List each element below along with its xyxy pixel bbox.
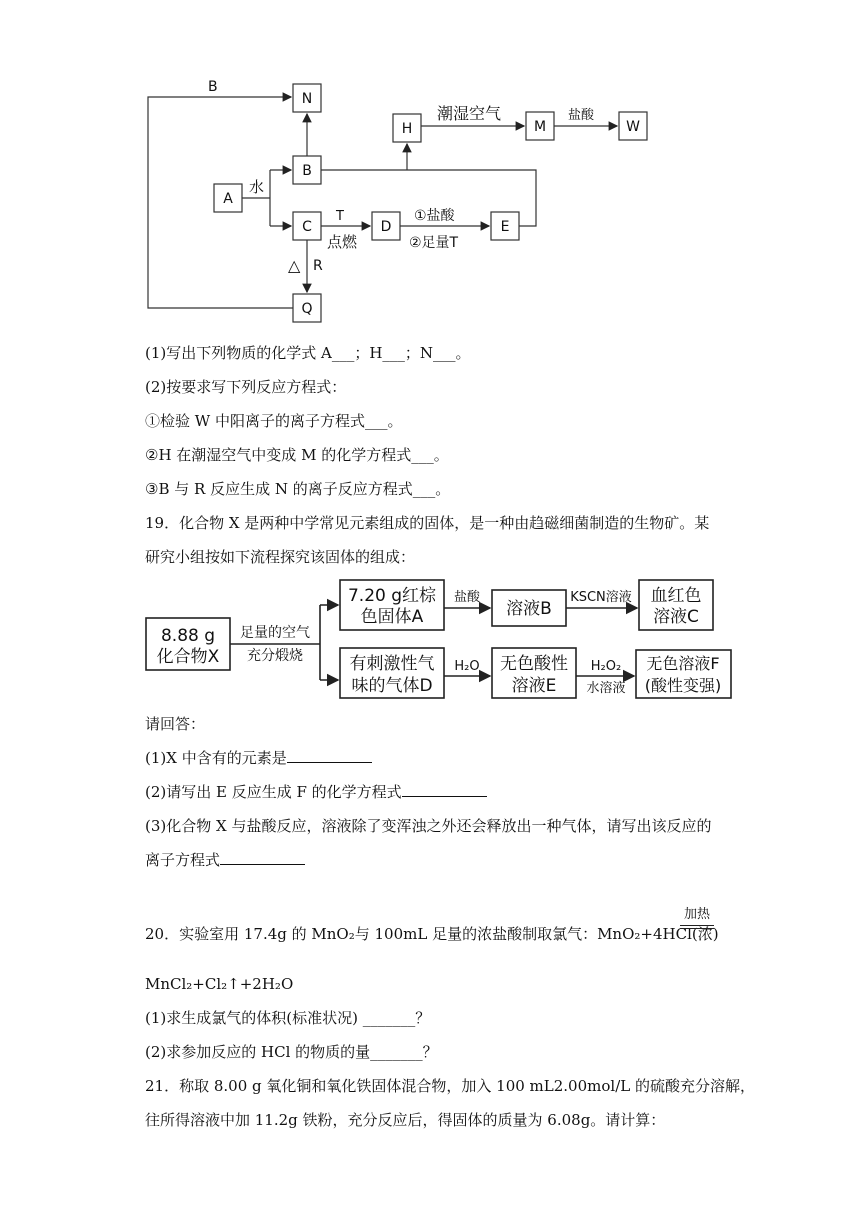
node-d-label: D [380, 219, 392, 235]
flow-e-line2: 溶液E [511, 676, 557, 696]
flow-a-line2: 色固体A [360, 607, 424, 627]
node-q-label: Q [301, 301, 313, 317]
answer-blank[interactable] [402, 782, 487, 797]
node-h-label: H [401, 121, 413, 137]
heat-label: 加热 [683, 907, 710, 922]
q19-part2 [145, 782, 487, 802]
q20-intro: 20．实验室用 17.4g 的 MnO₂与 100mL 足量的浓盐酸制取氯气：MnO₂+4HCl(浓) [145, 925, 719, 943]
q20-part2: (2)求参加反应的 HCl 的物质的量_______？ [145, 1043, 438, 1061]
flow-e-line1: 无色酸性 [500, 654, 568, 674]
flow-f-line1: 无色溶液F [646, 654, 720, 673]
q18-part2-3: ③B 与 R 反应生成 N 的离子反应方程式___。 [145, 480, 451, 498]
edge-label-step1: ①盐酸 [414, 208, 455, 224]
flow-f-line2: (酸性变强) [644, 676, 722, 695]
edge-label-hcl: 盐酸 [568, 108, 595, 123]
q18-part2: (2)按要求写下列反应方程式： [145, 378, 347, 396]
flow-cond-bottom: 充分煅烧 [247, 648, 303, 664]
q21-line2: 往所得溶液中加 11.2g 铁粉，充分反应后，得固体的质量为 6.08g。请计算： [145, 1111, 666, 1129]
flow-kscn: KSCN溶液 [570, 590, 632, 605]
edge-label-step2: ②足量T [409, 235, 459, 251]
heat-condition [680, 907, 714, 929]
q19-ask: 请回答： [145, 715, 206, 733]
flow-h2o2-bottom: 水溶液 [586, 681, 626, 696]
q19-intro-line2: 研究小组按如下流程探究该固体的组成： [145, 548, 416, 566]
edge-label-ignite: 点燃 [327, 233, 358, 251]
flow-c-line2: 溶液C [653, 607, 699, 627]
flow-h2o2-top: H₂O₂ [590, 659, 622, 674]
reaction-network-diagram [140, 75, 640, 330]
flow-d-line2: 味的气体D [351, 676, 433, 696]
node-n-label: N [301, 91, 313, 107]
node-m-label: M [533, 119, 547, 135]
flow-d-line1: 有刺激性气 [349, 654, 435, 674]
edge-label-t: T [336, 209, 344, 224]
answer-blank[interactable] [220, 850, 305, 865]
equals-sign [680, 925, 714, 929]
edge-label-water: 水 [249, 178, 265, 196]
flow-b-label: 溶液B [506, 599, 552, 619]
q19-part3-text: 离子方程式 [145, 851, 221, 869]
node-c-label: C [302, 219, 312, 235]
flow-x-line2: 化合物X [156, 647, 220, 667]
q19-intro-line1: 19．化合物 X 是两种中学常见元素组成的固体，是一种由趋磁细菌制造的生物矿。某 [145, 514, 710, 532]
flow-c-line1: 血红色 [650, 586, 702, 606]
node-e-label: E [500, 219, 510, 235]
q21-line1: 21．称取 8.00 g 氧化铜和氧化铁固体混合物，加入 100 mL2.00mol/L 的硫酸充分溶解， [145, 1077, 755, 1095]
edge-label-humid-air: 潮湿空气 [437, 104, 502, 123]
q19-part1 [145, 748, 372, 768]
q19-part2-text: (2)请写出 E 反应生成 F 的化学方程式 [145, 783, 402, 801]
q19-part3-line1: (3)化合物 X 与盐酸反应，溶液除了变浑浊之外还会释放出一种气体，请写出该反应的 [145, 817, 712, 835]
q19-part1-text: (1)X 中含有的元素是 [145, 749, 287, 767]
q18-part1: (1)写出下列物质的化学式 A___；H___；N___。 [145, 344, 471, 362]
flow-hcl: 盐酸 [453, 590, 481, 605]
q19-part3-line2 [145, 850, 305, 870]
flow-x-line1: 8.88 g [160, 626, 216, 646]
q20-equation-rest: MnCl₂+Cl₂↑+2H₂O [145, 975, 294, 993]
edge-label-heat: △ [288, 256, 301, 275]
edge-label-r: R [313, 258, 323, 274]
flow-a-line1: 7.20 g红棕 [347, 586, 437, 606]
q20-part1: (1)求生成氯气的体积(标准状况) _______？ [145, 1009, 431, 1027]
flow-h2o: H₂O [454, 659, 480, 674]
flow-cond-top: 足量的空气 [240, 625, 310, 641]
q18-part2-2: ②H 在潮湿空气中变成 M 的化学方程式___。 [145, 446, 449, 464]
q18-part2-1: ①检验 W 中阳离子的离子方程式___。 [145, 412, 403, 430]
edge-label-b: B [208, 79, 218, 95]
node-w-label: W [626, 119, 640, 135]
q19-flow-diagram [140, 572, 740, 712]
answer-blank[interactable] [287, 748, 372, 763]
node-b-label: B [302, 163, 312, 179]
node-a-label: A [223, 191, 233, 207]
